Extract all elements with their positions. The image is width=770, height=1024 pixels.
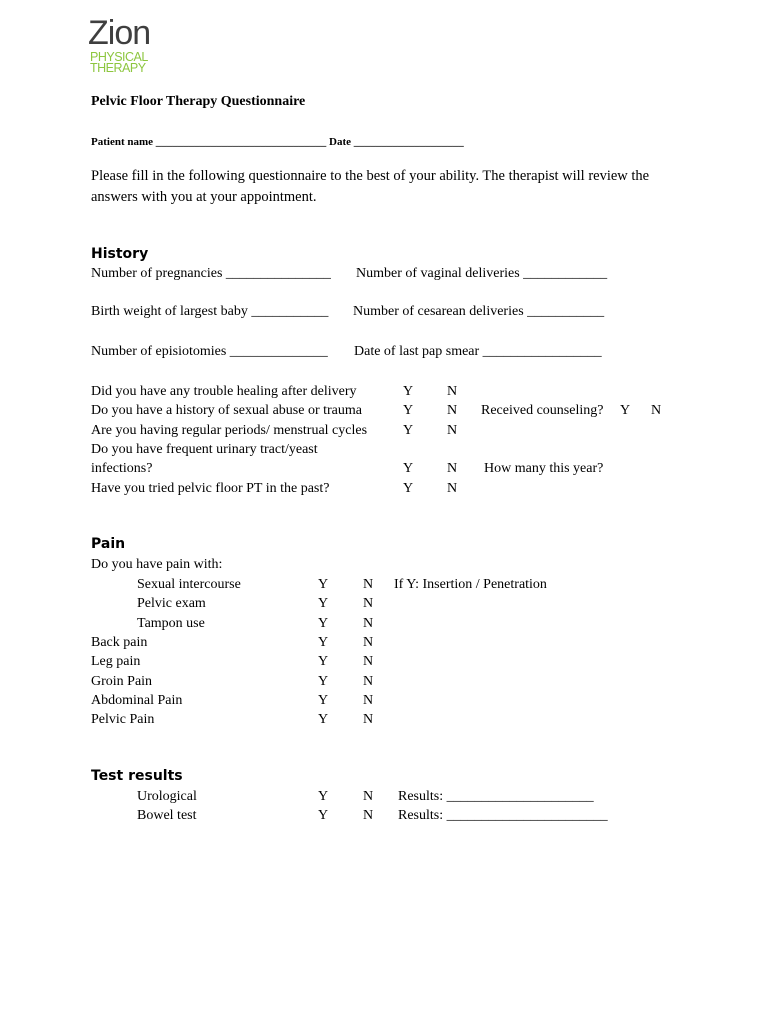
test-item-bowel: Bowel test: [137, 808, 197, 823]
no-option: N: [363, 596, 374, 611]
yes-option: Y: [318, 596, 329, 611]
yes-option: Y: [318, 789, 329, 804]
question-periods: Are you having regular periods/ menstrual cycles: [91, 423, 368, 438]
no-option: N: [363, 808, 374, 823]
patient-name-date-line: Patient name _______________________________ Date ____________________: [91, 136, 464, 148]
pain-item-sexual-intercourse: Sexual intercourse: [137, 577, 241, 592]
if-y-note: If Y: Insertion / Penetration: [394, 577, 547, 592]
yes-option: Y: [403, 461, 414, 476]
yes-option: Y: [318, 712, 329, 727]
no-option: N: [363, 635, 374, 650]
yes-option: Y: [620, 403, 631, 418]
no-option: N: [447, 403, 458, 418]
pain-heading: Pain: [91, 536, 126, 552]
received-counseling-label: Received counseling?: [481, 403, 604, 418]
question-abuse: Do you have a history of sexual abuse or trauma: [91, 403, 362, 418]
yes-option: Y: [403, 481, 414, 496]
pain-item-leg-pain: Leg pain: [91, 654, 141, 669]
no-option: N: [363, 693, 374, 708]
no-option: N: [447, 384, 458, 399]
page-title: Pelvic Floor Therapy Questionnaire: [91, 94, 306, 109]
no-option: N: [363, 616, 374, 631]
no-option: N: [363, 674, 374, 689]
pain-item-back-pain: Back pain: [91, 635, 148, 650]
yes-option: Y: [318, 616, 329, 631]
yes-option: Y: [318, 693, 329, 708]
no-option: N: [363, 654, 374, 669]
pain-item-abdominal-pain: Abdominal Pain: [91, 693, 183, 708]
yes-option: Y: [403, 423, 414, 438]
question-infections-line1: Do you have frequent urinary tract/yeast: [91, 442, 318, 457]
no-option: N: [447, 481, 458, 496]
pain-item-groin-pain: Groin Pain: [91, 674, 153, 689]
urological-results-field: Results: _____________________: [398, 789, 594, 804]
no-option: N: [363, 789, 374, 804]
no-option: N: [363, 712, 374, 727]
history-heading: History: [91, 246, 149, 262]
no-option: N: [447, 423, 458, 438]
test-results-heading: Test results: [91, 768, 183, 784]
no-option: N: [363, 577, 374, 592]
vaginal-deliveries-field: Number of vaginal deliveries ____________: [356, 266, 608, 281]
question-infections-line2: infections?: [91, 461, 153, 476]
yes-option: Y: [403, 384, 414, 399]
pain-item-tampon-use: Tampon use: [137, 616, 205, 631]
how-many-label: How many this year?: [484, 461, 604, 476]
yes-option: Y: [318, 635, 329, 650]
yes-option: Y: [318, 577, 329, 592]
test-item-urological: Urological: [137, 789, 197, 804]
no-option: N: [651, 403, 662, 418]
pain-intro: Do you have pain with:: [91, 557, 223, 572]
pap-smear-field: Date of last pap smear _________________: [354, 344, 602, 359]
pain-item-pelvic-pain: Pelvic Pain: [91, 712, 155, 727]
logo-line-therapy: THERAPY: [90, 61, 146, 75]
birth-weight-field: Birth weight of largest baby ___________: [91, 304, 329, 319]
episiotomies-field: Number of episiotomies ______________: [91, 344, 328, 359]
cesarean-deliveries-field: Number of cesarean deliveries ___________: [353, 304, 605, 319]
yes-option: Y: [403, 403, 414, 418]
logo-wordmark: Zion: [88, 14, 151, 52]
instructions: Please fill in the following questionnaire to the best of your ability. The therapist will review the answers with you at your appointment.: [91, 168, 650, 205]
yes-option: Y: [318, 808, 329, 823]
pregnancies-field: Number of pregnancies _______________: [91, 266, 331, 281]
no-option: N: [447, 461, 458, 476]
yes-option: Y: [318, 674, 329, 689]
yes-option: Y: [318, 654, 329, 669]
pain-item-pelvic-exam: Pelvic exam: [137, 596, 206, 611]
question-pt-past: Have you tried pelvic floor PT in the past?: [91, 481, 330, 496]
logo-line-physical: PHYSICAL: [90, 50, 148, 64]
bowel-results-field: Results: _______________________: [398, 808, 608, 823]
question-healing: Did you have any trouble healing after delivery: [91, 384, 357, 399]
